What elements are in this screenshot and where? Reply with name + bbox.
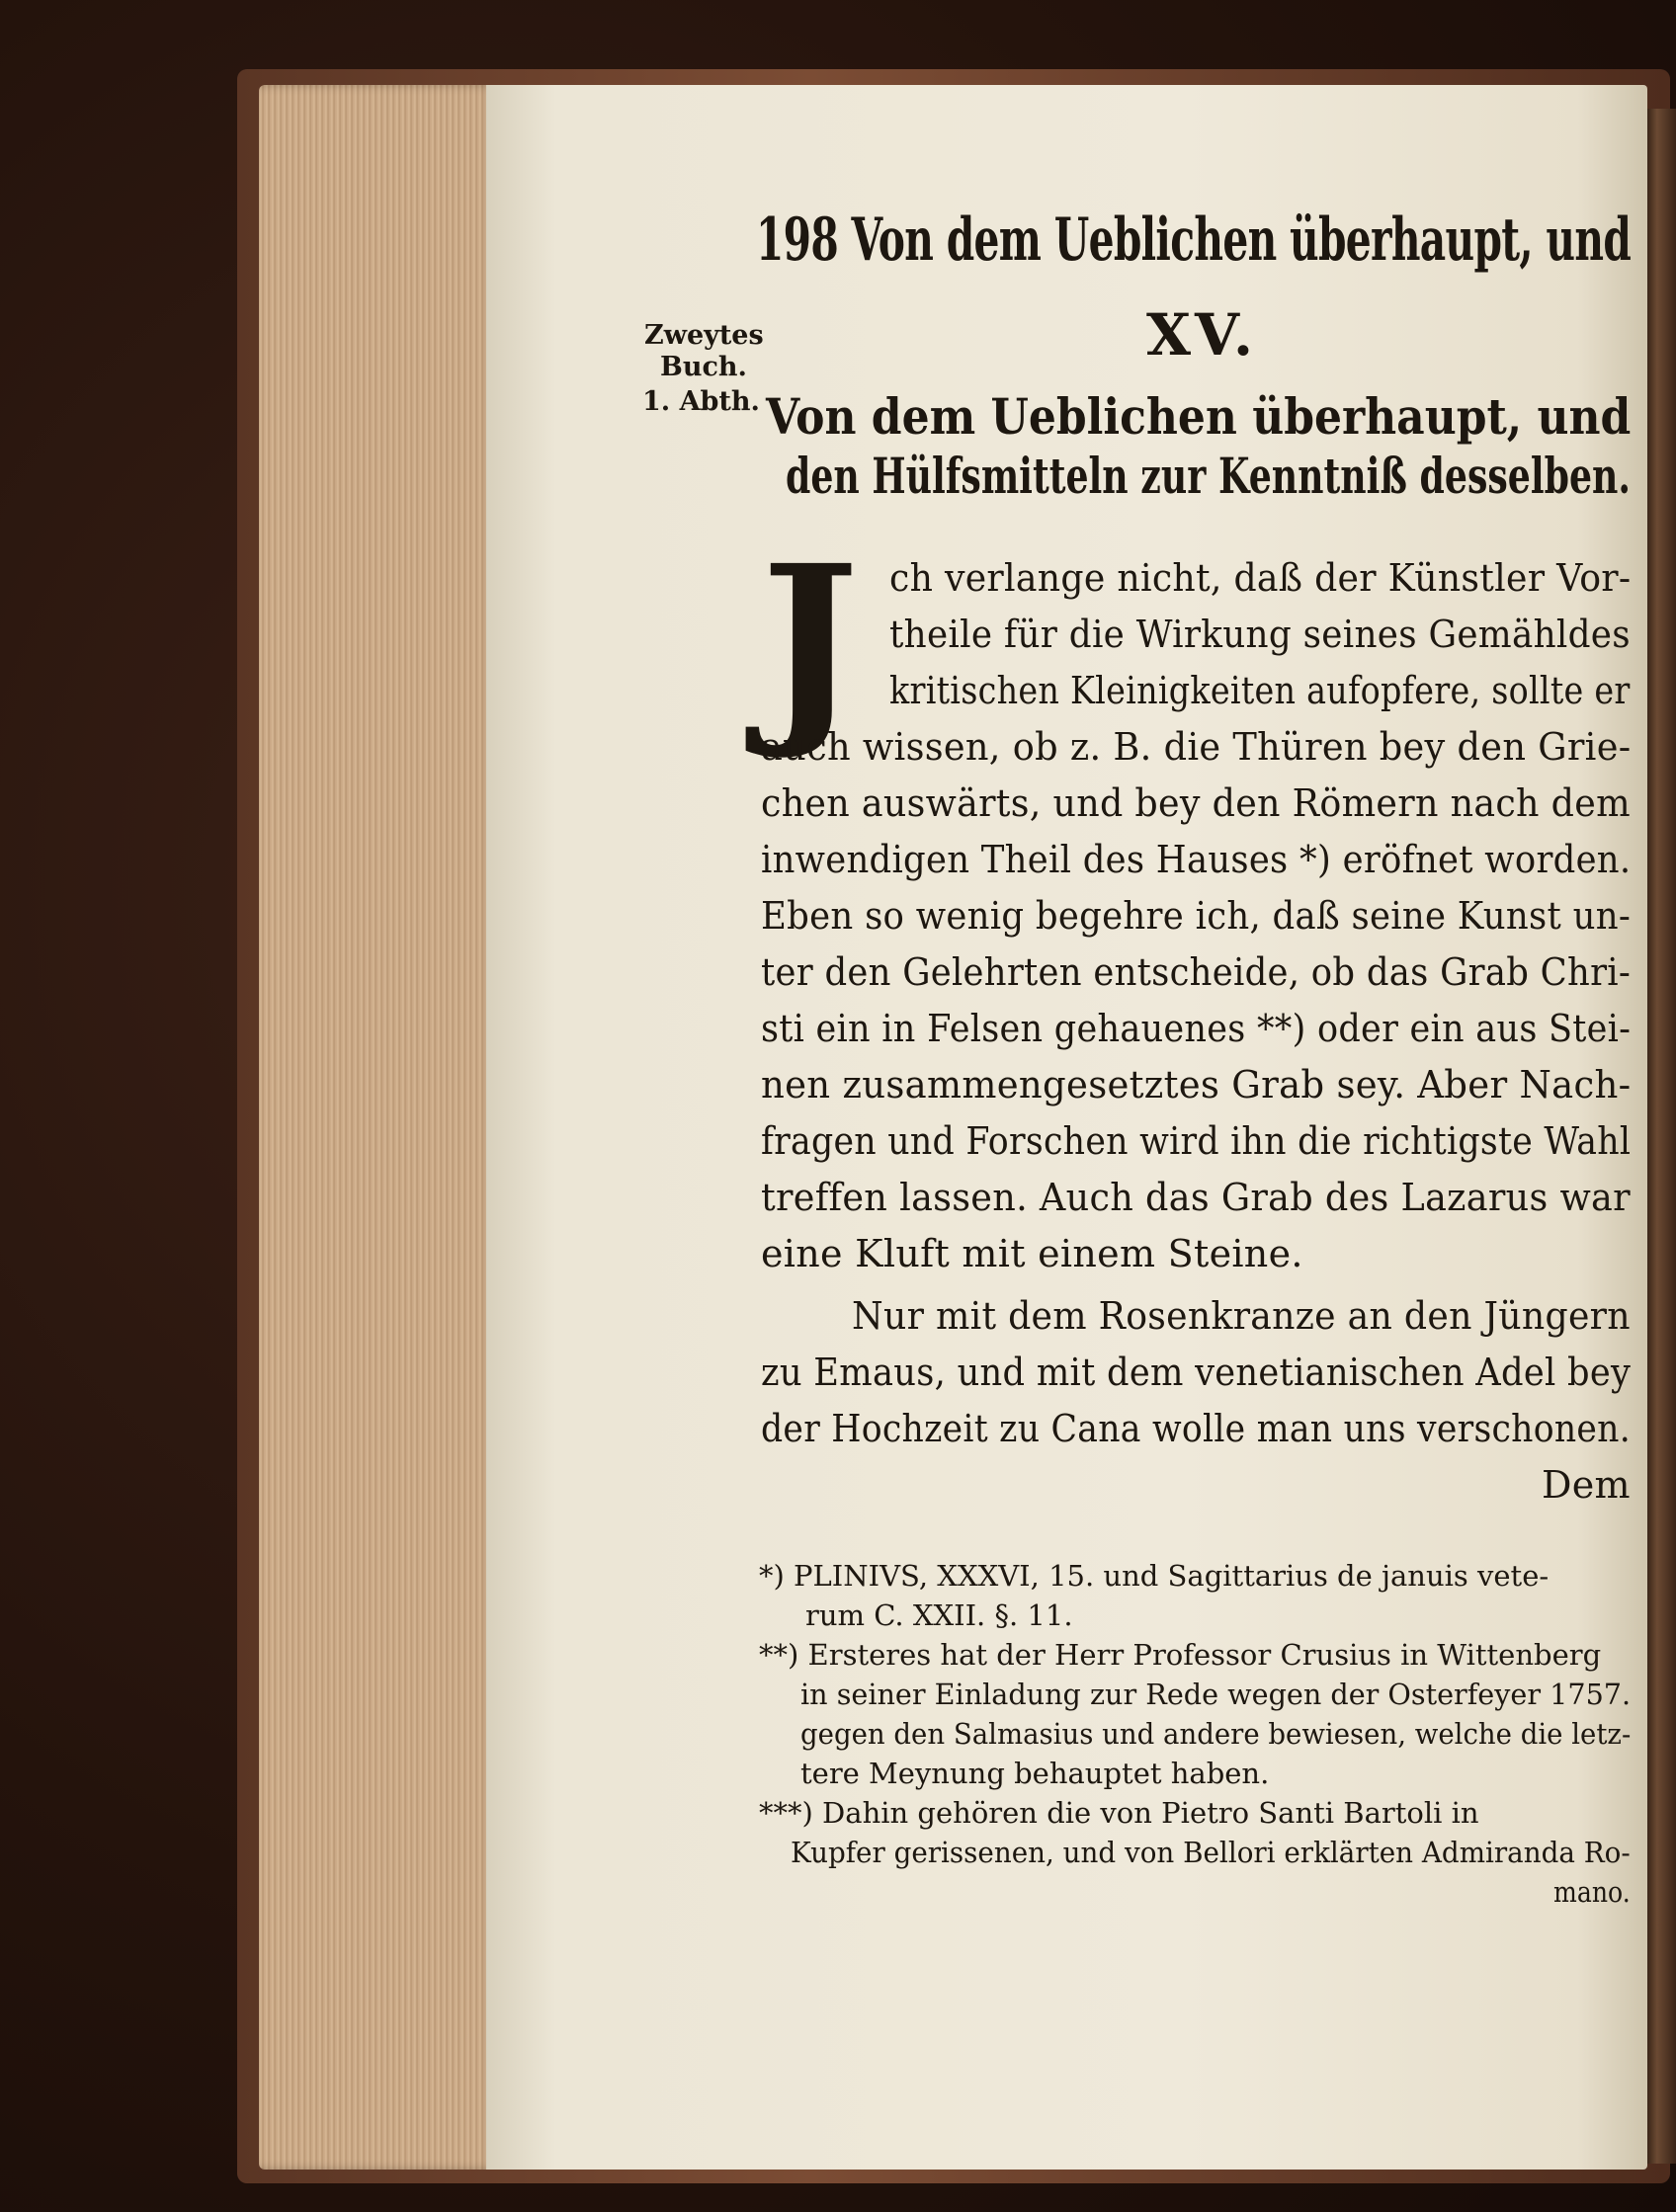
text-line: ter den Gelehrten entscheide, ob das Grab Chri- bbox=[761, 950, 1632, 994]
text-line: theile für die Wirkung seines Gemähldes bbox=[889, 613, 1631, 656]
chapter-number: XV. bbox=[1146, 301, 1258, 369]
drop-cap: J bbox=[761, 520, 860, 764]
footnote-line: rum C. XXII. §. 11. bbox=[805, 1598, 1073, 1632]
catchword: Dem bbox=[1542, 1463, 1631, 1507]
text-line: fragen und Forschen wird ihn die richtigste Wahl bbox=[761, 1119, 1632, 1163]
margin-note-line: Buch. bbox=[660, 352, 747, 382]
footnote-line: in seiner Einladung zur Rede wegen der Osterfeyer 1757. bbox=[800, 1678, 1632, 1711]
text-line: eine Kluft mit einem Steine. bbox=[761, 1232, 1303, 1275]
text-line: auch wissen, ob z. B. die Thüren bey den Grie- bbox=[761, 725, 1632, 769]
footnote-line: Kupfer gerissenen, und von Bellori erklärten Admiranda Ro- bbox=[791, 1836, 1631, 1869]
footnote-line: mano. bbox=[1553, 1875, 1631, 1909]
text-line: kritischen Kleinigkeiten aufopfere, sollte er bbox=[889, 669, 1631, 712]
text-line: der Hochzeit zu Cana wolle man uns verschonen. bbox=[761, 1407, 1632, 1450]
gutter-shadow bbox=[1644, 109, 1676, 2164]
page-edges bbox=[259, 85, 496, 2170]
text-line: zu Emaus, und mit dem venetianischen Adel bey bbox=[761, 1351, 1632, 1394]
margin-note-line: Zweytes bbox=[644, 320, 764, 351]
text-line: inwendigen Theil des Hauses *) eröfnet worden. bbox=[761, 838, 1632, 881]
text-line: sti ein in Felsen gehauenes **) oder ein aus Stei- bbox=[761, 1007, 1632, 1050]
running-head: 198 Von dem Ueblichen überhaupt, und bbox=[756, 205, 1632, 275]
footnote-line: ***) Dahin gehören die von Pietro Santi Bartoli in bbox=[759, 1796, 1479, 1830]
text-line: chen auswärts, und bey den Römern nach dem bbox=[761, 781, 1631, 825]
chapter-title-line: Von dem Ueblichen überhaupt, und bbox=[766, 387, 1632, 446]
text-line: nen zusammengesetztes Grab sey. Aber Nach- bbox=[761, 1063, 1632, 1106]
chapter-title-line: den Hülfsmitteln zur Kenntniß desselben. bbox=[786, 447, 1632, 505]
text-line: ch verlange nicht, daß der Künstler Vor- bbox=[889, 556, 1632, 600]
text-line: Nur mit dem Rosenkranze an den Jüngern bbox=[852, 1294, 1631, 1338]
text-line: treffen lassen. Auch das Grab des Lazarus war bbox=[761, 1176, 1631, 1219]
footnote-line: **) Ersteres hat der Herr Professor Crusius in Wittenberg bbox=[759, 1638, 1602, 1672]
footnote-line: *) PLINIVS, XXXVI, 15. und Sagittarius de januis vete- bbox=[759, 1559, 1550, 1593]
margin-note-line: 1. Abth. bbox=[642, 386, 760, 417]
text-line: Eben so wenig begehre ich, daß seine Kunst un- bbox=[761, 894, 1632, 938]
footnote-line: tere Meynung behauptet haben. bbox=[800, 1757, 1270, 1790]
footnote-line: gegen den Salmasius und andere bewiesen, welche die letz- bbox=[800, 1717, 1632, 1751]
